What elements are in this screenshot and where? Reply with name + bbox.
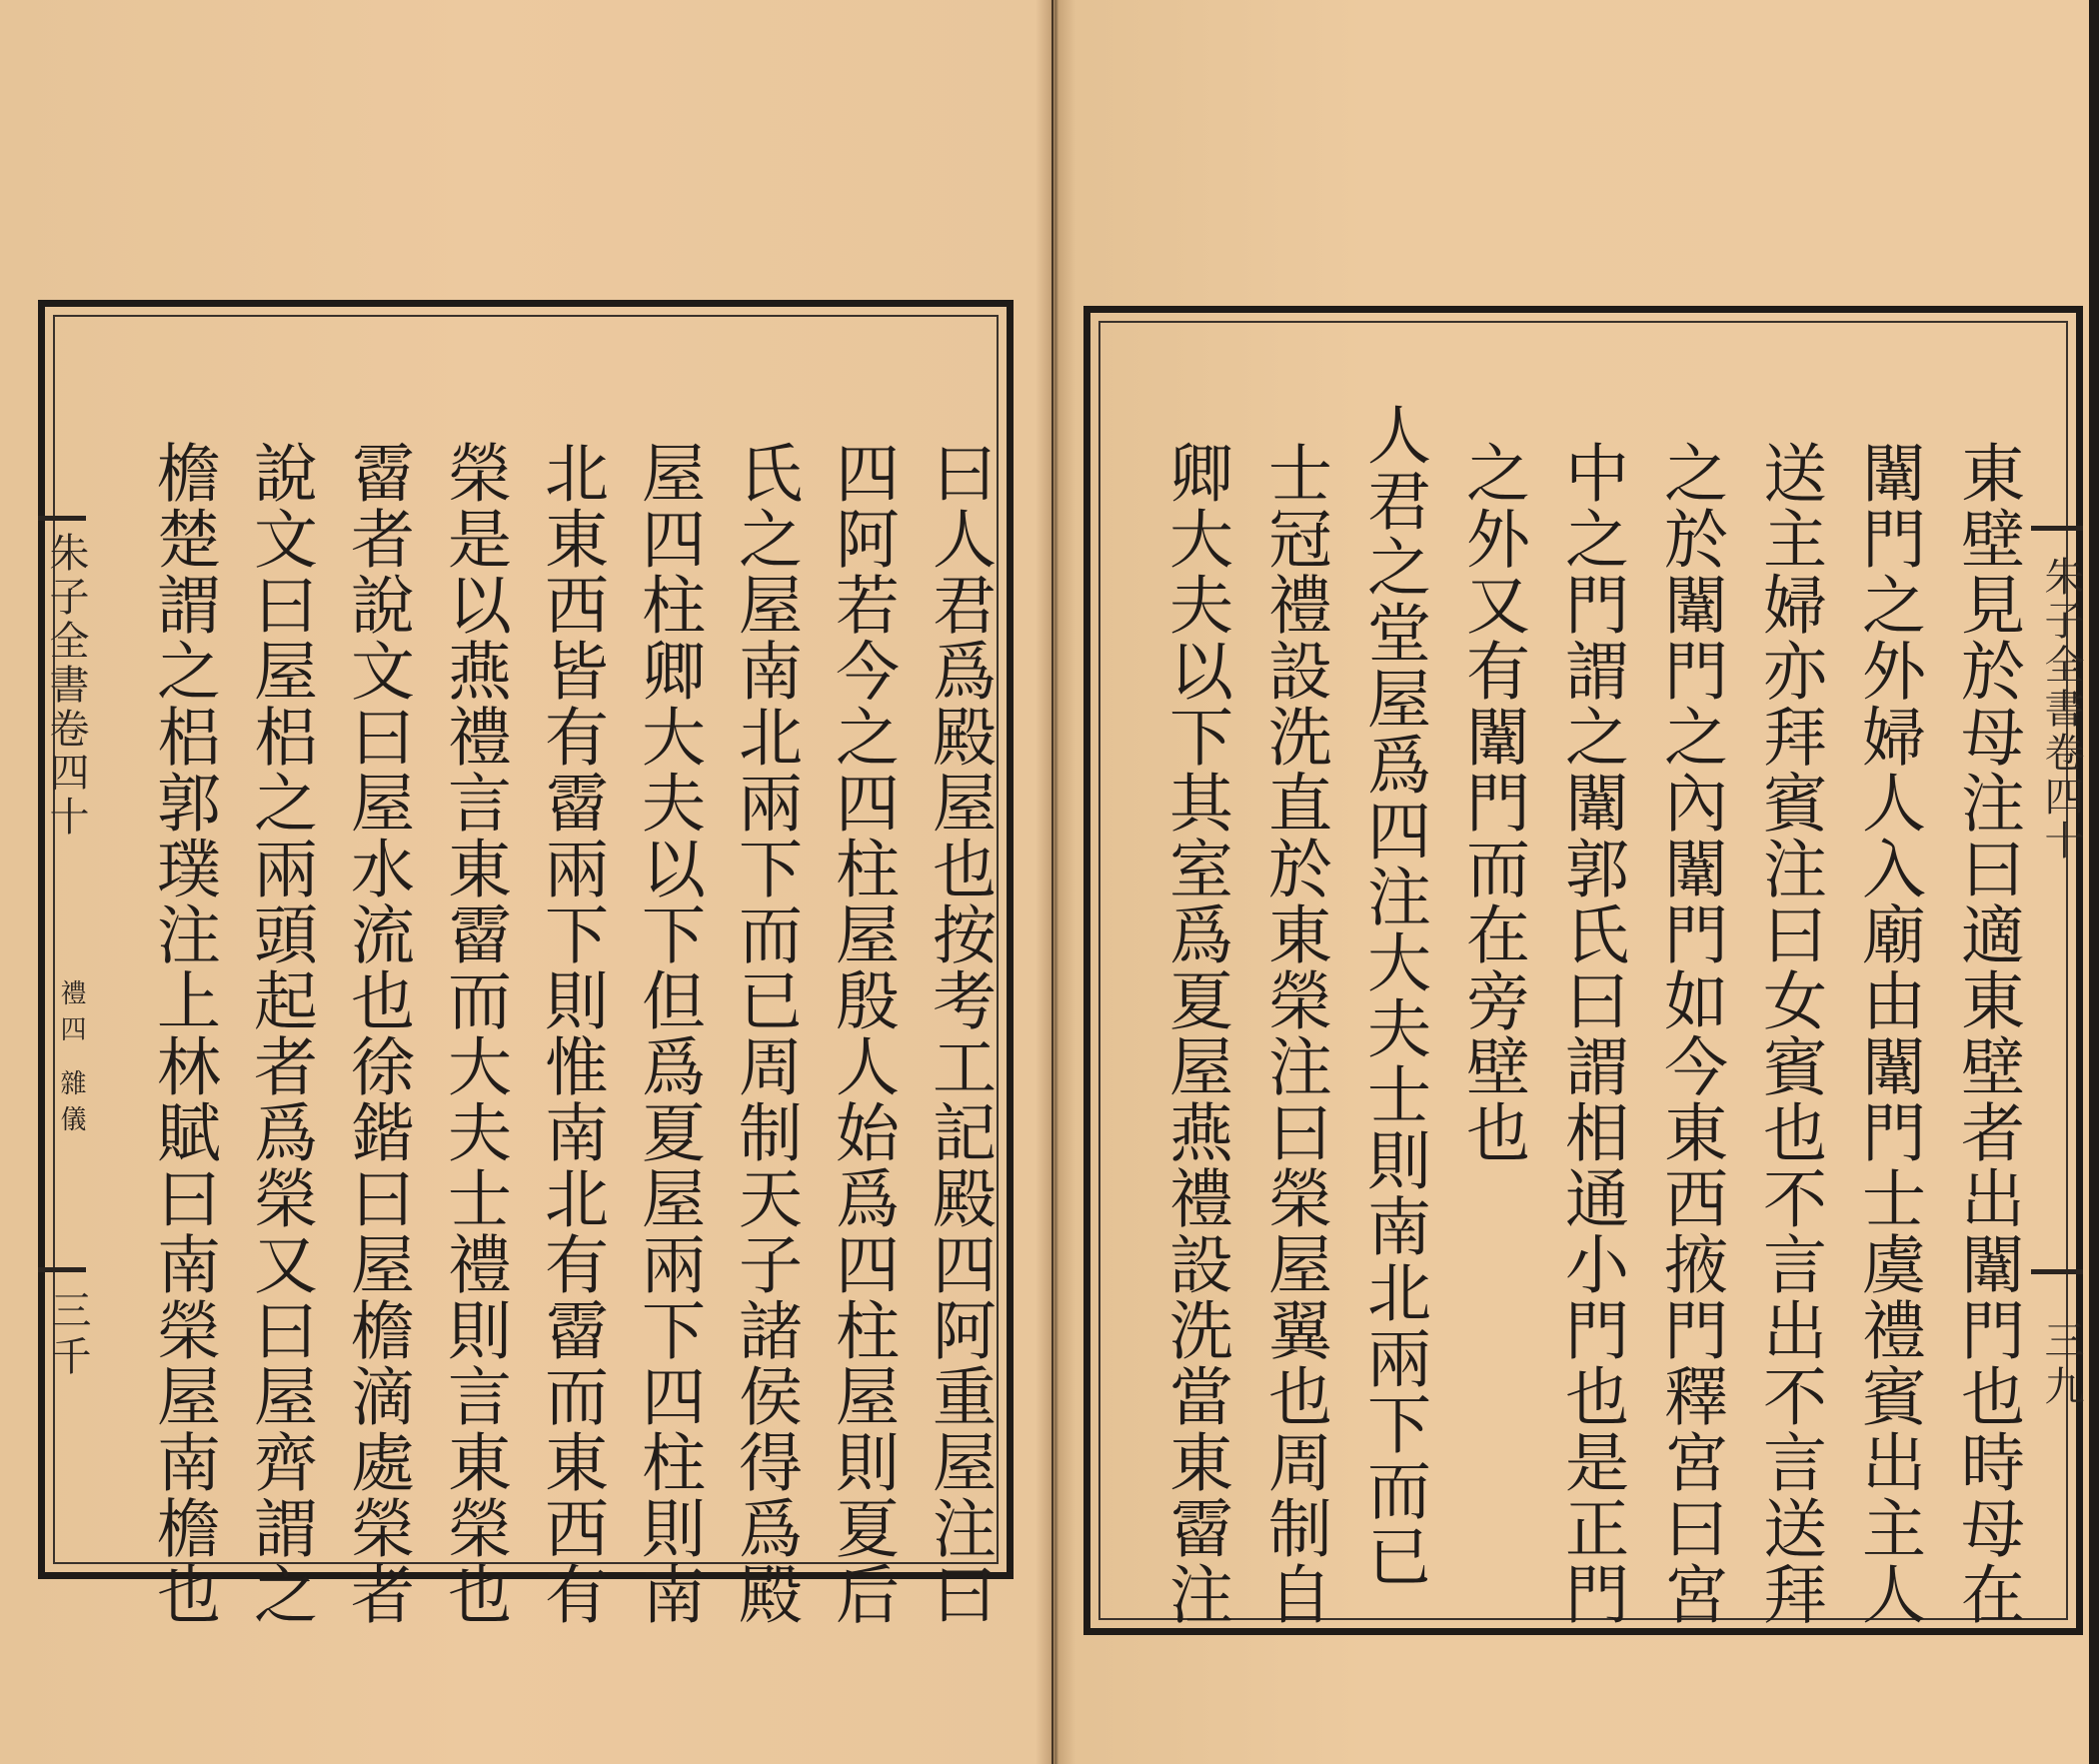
right-col-6: 之外又有闈門而在旁壁也 (1455, 440, 1529, 1165)
right-outer-edge (2089, 0, 2099, 1764)
right-col-1: 東壁見於母注曰適東壁者出闈門也時母在 (1950, 440, 2024, 1627)
left-col-1: 曰人君爲殿屋也按考工記殿四阿重屋注曰 (922, 440, 996, 1627)
left-col-7: 霤者說文曰屋水流也徐鍇曰屋檐滴處榮者 (340, 440, 414, 1627)
right-margin-page-number: 三九 (2038, 1319, 2084, 1411)
left-col-5: 北東西皆有霤兩下則惟南北有霤而東西有 (534, 440, 608, 1627)
right-margin-title: 朱子全書卷四十 (2038, 556, 2084, 864)
right-col-4: 之於闈門之內闈門如今東西掖門釋宮曰宮 (1653, 440, 1727, 1627)
right-margin-rule-b (2031, 1269, 2083, 1274)
right-col-3: 送主婦亦拜賓注曰女賓也不言出不言送拜 (1752, 440, 1826, 1627)
right-col-9: 卿大夫以下其室爲夏屋燕禮設洗當東霤注 (1158, 440, 1232, 1627)
right-col-8: 士冠禮設洗直於東榮注曰榮屋翼也周制自 (1257, 440, 1331, 1627)
left-col-3: 氏之屋南北兩下而已周制天子諸侯得爲殿 (728, 440, 802, 1627)
left-col-6: 榮是以燕禮言東霤而大夫士禮則言東榮也 (437, 440, 511, 1627)
left-col-2: 四阿若今之四柱屋殷人始爲四柱屋則夏后 (825, 440, 899, 1627)
left-margin-rule-b (38, 1267, 86, 1272)
right-col-7: 人君之堂屋爲四注大夫士則南北兩下而已 (1356, 402, 1430, 1589)
right-page (1053, 0, 2099, 1764)
right-col-5: 中之門謂之闈郭氏曰謂相通小門也是正門 (1554, 440, 1628, 1627)
right-margin-rule-a (2031, 526, 2083, 531)
left-margin-page-number: 三千 (45, 1289, 91, 1381)
right-col-2: 闈門之外婦人入廟由闈門士虞禮賓出主人 (1851, 440, 1925, 1627)
book-gutter (1036, 0, 1075, 1764)
left-col-8: 說文曰屋梠之兩頭起者爲榮又曰屋齊謂之 (243, 440, 317, 1627)
left-col-4: 屋四柱卿大夫以下但爲夏屋兩下四柱則南 (631, 440, 705, 1627)
left-col-9: 檐楚謂之梠郭璞注上林賦曰南榮屋南檐也 (146, 440, 220, 1627)
left-margin-title: 朱子全書卷四十 (43, 532, 89, 840)
left-margin-rule-a (38, 516, 86, 521)
left-margin-section: 禮四 雜儀 (56, 979, 86, 1142)
